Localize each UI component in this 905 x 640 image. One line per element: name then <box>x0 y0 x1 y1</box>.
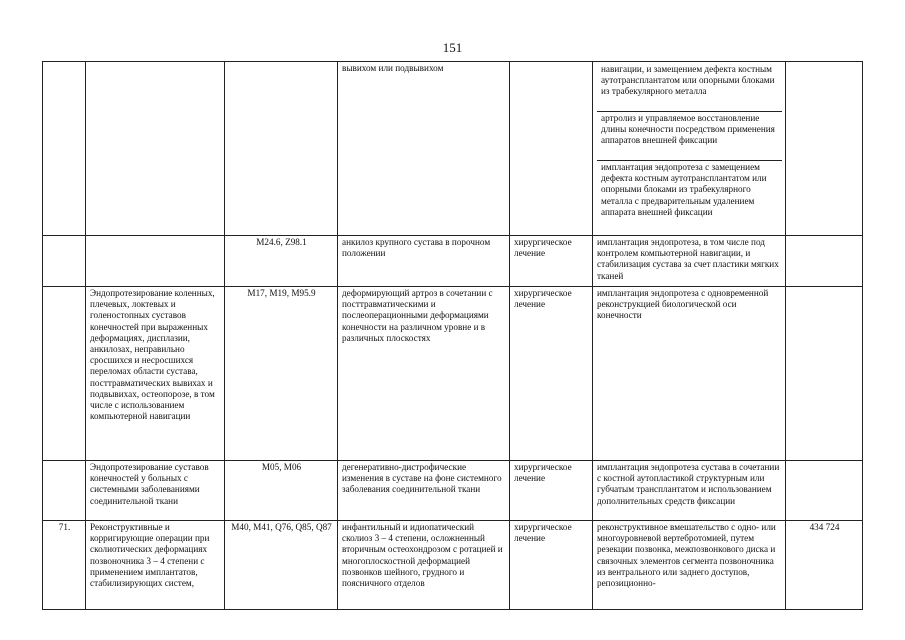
treatment-type-cell: хирургическое лечение <box>510 236 593 287</box>
method-item: имплантация эндопротеза с замещением дефекта костным аутотрансплантатом или опорными блоками из трабекулярного металла с предварительным удалением аппарата внешней фиксации <box>597 160 782 235</box>
row-number-cell <box>43 236 86 287</box>
table-row <box>43 62 863 236</box>
procedure-name-cell: Реконструктивные и корригирующие операции при сколиотических деформациях позвоночника 3 – 4 степени с применением имплантатов, стабилизирующих систем, <box>86 521 225 610</box>
row-number-cell <box>43 62 86 236</box>
treatment-method-cell: имплантация эндопротеза, в том числе под контролем компьютерной навигации, и стабилизация сустава за счет пластики мягких тканей <box>593 236 786 287</box>
treatment-methods-cell <box>593 62 786 236</box>
page-number: 151 <box>442 40 463 55</box>
table-row <box>43 521 863 610</box>
icd-codes-cell: M05, M06 <box>225 461 338 521</box>
table-row <box>43 236 863 287</box>
icd-codes-cell: M24.6, Z98.1 <box>225 236 338 287</box>
patient-model-cell: инфантильный и идиопатический сколиоз 3 – 4 степени, осложненный вторичным остеохондрозом с ротацией и многоплоскостной деформацией позвонков шейного, грудного и поясничного отделов <box>338 521 510 610</box>
patient-model-cell: дегенеративно-дистрофические изменения в суставе на фоне системного заболевания соединительной ткани <box>338 461 510 521</box>
icd-codes-cell <box>225 62 338 236</box>
treatment-method-cell: имплантация эндопротеза с одновременной реконструкцией биологической оси конечности <box>593 287 786 461</box>
method-item: артролиз и управляемое восстановление длины конечности посредством применения аппаратов внешней фиксации <box>597 111 782 160</box>
row-number-cell <box>43 287 86 461</box>
treatment-type-cell: хирургическое лечение <box>510 461 593 521</box>
row-number-cell: 71. <box>43 521 86 610</box>
price-cell <box>786 62 863 236</box>
icd-codes-cell: M17, M19, M95.9 <box>225 287 338 461</box>
procedure-name-cell: Эндопротезирование коленных, плечевых, локтевых и голеностопных суставов конечностей при выраженных деформациях, дисплазии, анкилозах, неправильно сросшихся и несросшихся переломах области сустава, посттравматических вывихах и подвывихах, остеопорозе, в том числе с использованием компьютерной навигации <box>86 287 225 461</box>
treatment-type-cell <box>510 62 593 236</box>
method-item: навигации, и замещением дефекта костным аутотрансплантатом или опорными блоками из трабекулярного металла <box>601 64 775 97</box>
treatment-method-cell: имплантация эндопротеза сустава в сочетании с костной аутопластикой структурным или губчатым трансплантатом и использованием дополнительных средств фиксации <box>593 461 786 521</box>
table-row <box>43 287 863 461</box>
price-cell: 434 724 <box>786 521 863 610</box>
price-cell <box>786 287 863 461</box>
procedure-name-cell: Эндопротезирование суставов конечностей у больных с системными заболеваниями соединительной ткани <box>86 461 225 521</box>
procedure-name-cell <box>86 62 225 236</box>
treatment-type-cell: хирургическое лечение <box>510 521 593 610</box>
patient-model-cell: вывихом или подвывихом <box>338 62 510 236</box>
icd-codes-cell: M40, M41, Q76, Q85, Q87 <box>225 521 338 610</box>
patient-model-cell: анкилоз крупного сустава в порочном положении <box>338 236 510 287</box>
treatment-type-cell: хирургическое лечение <box>510 287 593 461</box>
procedure-name-cell <box>86 236 225 287</box>
treatment-table <box>42 61 863 610</box>
patient-model-cell: деформирующий артроз в сочетании с посттравматическими и послеоперационными деформациями конечности на различном уровне и в различных плоскостях <box>338 287 510 461</box>
price-cell <box>786 236 863 287</box>
price-cell <box>786 461 863 521</box>
table-row <box>43 461 863 521</box>
treatment-method-cell: реконструктивное вмешательство с одно- или многоуровневой вертебротомией, путем резекции позвонка, межпозвонкового диска и связочных элементов сегмента позвоночника из вентрального или заднего доступов, репозиционно- <box>593 521 786 610</box>
row-number-cell <box>43 461 86 521</box>
